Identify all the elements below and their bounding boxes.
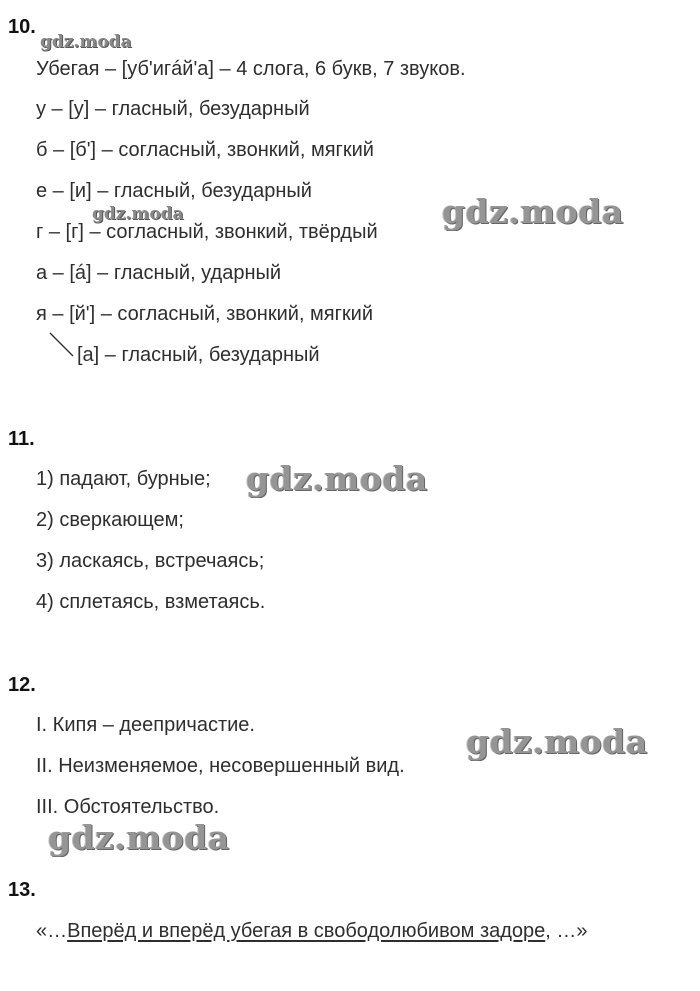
task-10-line-e: е – [и] – гласный, безударный [36, 180, 312, 202]
watermark-small-1: gdz.moda [40, 32, 132, 52]
watermark-small-2: gdz.moda [92, 204, 184, 224]
task-12-number: 12. [8, 674, 36, 696]
task-13-quote [36, 920, 588, 943]
task-12-line-3: III. Обстоятельство. [36, 796, 220, 818]
quote-underlined: Вперёд и вперёд убегая в свободолюбивом задоре [67, 920, 546, 942]
watermark-large-4: gdz.moda [48, 818, 230, 857]
task-11-item-4: 4) сплетаясь, взметаясь. [36, 591, 266, 613]
watermark-large-1: gdz.moda [442, 192, 624, 231]
task-10-line-ya-vowel: [а] – гласный, безударный [77, 344, 320, 366]
task-11-item-1: 1) падают, бурные; [36, 468, 211, 490]
quote-close: , …» [545, 920, 588, 942]
task-10-line-g: г – [г] – согласный, звонкий, твёрдый [36, 221, 378, 243]
watermark-large-3: gdz.moda [466, 722, 648, 761]
task-10-line-b: б – [б'] – согласный, звонкий, мягкий [36, 139, 374, 161]
quote-open: «… [36, 920, 68, 942]
task-10-number: 10. [8, 16, 36, 38]
task-10-line-ya: я – [й'] – согласный, звонкий, мягкий [36, 303, 374, 325]
watermark-large-2: gdz.moda [246, 459, 428, 498]
task-11-item-2: 2) сверкающем; [36, 509, 184, 531]
task-11-number: 11. [8, 428, 35, 450]
task-12-line-1: I. Кипя – деепричастие. [36, 714, 255, 736]
task-10-line-a: а – [á] – гласный, ударный [36, 262, 282, 284]
task-10-line-u: у – [у] – гласный, безударный [36, 98, 310, 120]
task-13-number: 13. [8, 879, 36, 901]
task-10-line-word: Убегая – [уб'игáй'а] – 4 слога, 6 букв, 7 звуков. [36, 58, 466, 80]
task-12-line-2: II. Неизменяемое, несовершенный вид. [36, 755, 405, 777]
task-11-item-3: 3) ласкаясь, встречаясь; [36, 550, 265, 572]
